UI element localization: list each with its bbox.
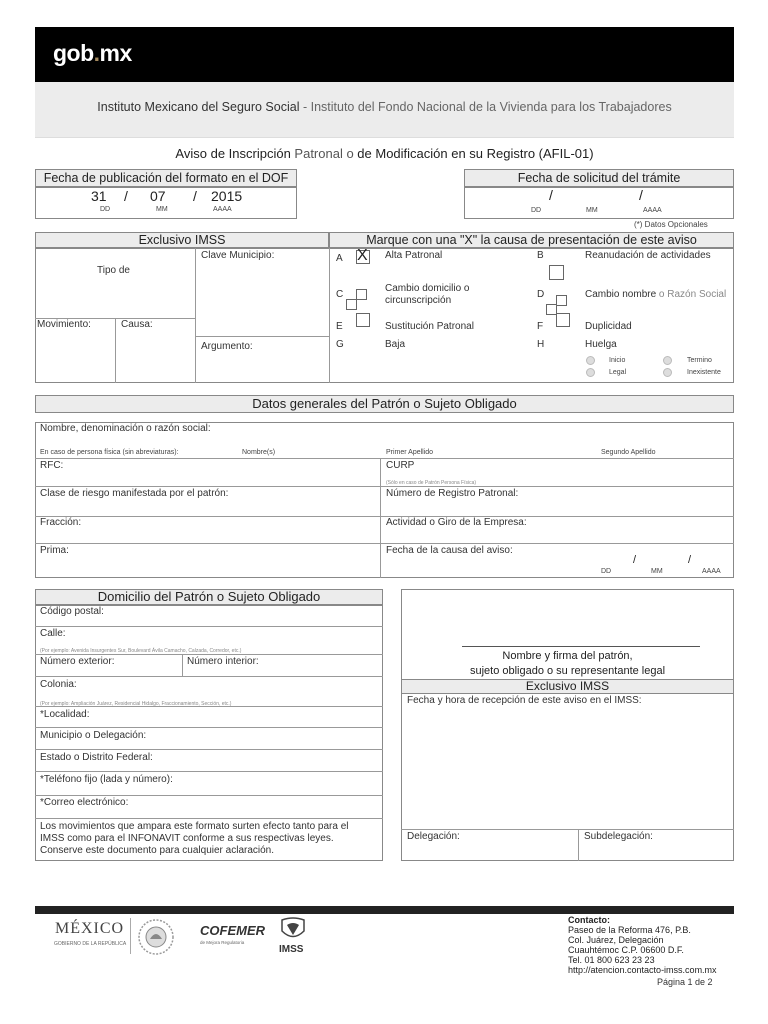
- x-mark: X: [357, 247, 368, 264]
- cause-f-checkbox[interactable]: [556, 313, 570, 327]
- gobmx-logo[interactable]: gob.mx: [53, 40, 132, 66]
- cause-d-letter: D: [537, 289, 545, 300]
- pub-mm-label: MM: [156, 206, 168, 213]
- contact-url[interactable]: http://atencion.contacto-imss.com.mx: [568, 965, 717, 975]
- calle-note: (Por ejemplo: Avenida Insurgentes Sur, Boulevard Ávila Camacho, Calzada, Corredor, etc.): [40, 648, 242, 654]
- pub-day: 31: [91, 188, 107, 204]
- segundo-apellido-label: Segundo Apellido: [601, 449, 656, 456]
- divider: [578, 829, 579, 861]
- cofemer-logo: COFEMER: [200, 923, 265, 938]
- address-header: Domicilio del Patrón o Sujeto Obligado: [35, 589, 383, 605]
- cause-a-label: Alta Patronal: [385, 250, 443, 261]
- page-number: Página 1 de 2: [657, 977, 713, 987]
- subdelegacion-label: Subdelegación:: [584, 831, 653, 842]
- pub-sep-2: /: [193, 188, 197, 204]
- pub-date-box: [35, 187, 297, 219]
- calle-label: Calle:: [40, 628, 66, 639]
- cause-a-checkbox[interactable]: [356, 247, 370, 264]
- divider: [35, 654, 383, 655]
- estado-label: Estado o Distrito Federal:: [40, 752, 153, 763]
- imss-logo: IMSS: [279, 944, 304, 955]
- divider: [35, 727, 383, 728]
- divider: [35, 626, 383, 627]
- cause-g-letter: G: [336, 339, 344, 350]
- huelga-termino-label: Termino: [687, 357, 712, 364]
- contact-phone[interactable]: Tel. 01 800 623 23 23: [568, 955, 655, 965]
- cause-c-checkbox-1[interactable]: [356, 289, 367, 300]
- fraccion-label: Fracción:: [40, 517, 82, 528]
- cause-a-letter: A: [336, 253, 343, 264]
- divider: [195, 248, 196, 383]
- req-dd-label: DD: [531, 207, 542, 214]
- divider: [35, 676, 383, 677]
- contact-address-3: Cuauhtémoc C.P. 06600 D.F.: [568, 945, 684, 955]
- infonavit-name: Instituto del Fondo Nacional de la Vivienda para los Trabajadores: [310, 100, 672, 114]
- fecha-causa-dd: DD: [601, 568, 612, 575]
- nombre-label: Nombre, denominación o razón social:: [40, 423, 211, 434]
- fecha-hora-label: Fecha y hora de recepción de este aviso en el IMSS:: [407, 695, 642, 706]
- tipo-de-label: Tipo de: [97, 265, 130, 276]
- fecha-causa-aaaa: AAAA: [702, 568, 721, 575]
- divider: [115, 318, 116, 383]
- req-aaaa-label: AAAA: [643, 207, 662, 214]
- huelga-inexistente-label: Inexistente: [687, 369, 721, 376]
- cause-d-checkbox-1[interactable]: [556, 295, 567, 306]
- movimiento-label: Movimiento:: [37, 319, 91, 330]
- imss-eagle-icon: [278, 917, 308, 943]
- divider: [35, 458, 734, 459]
- general-data-header: Datos generales del Patrón o Sujeto Obligado: [35, 395, 734, 413]
- primer-apellido-label: Primer Apellido: [386, 449, 434, 456]
- footer-strip: [35, 906, 734, 914]
- delegacion-label: Delegación:: [407, 831, 460, 842]
- request-date-box[interactable]: [464, 187, 734, 219]
- huelga-legal-label: Legal: [609, 369, 627, 376]
- correo-label: *Correo electrónico:: [40, 797, 129, 808]
- riesgo-label: Clase de riesgo manifestada por el patrón:: [40, 488, 229, 499]
- gobierno-label: GOBIERNO DE LA REPÚBLICA: [54, 941, 127, 947]
- req-sep-2: /: [639, 187, 643, 203]
- cause-e-checkbox[interactable]: [356, 313, 370, 327]
- causa-label: Causa:: [121, 319, 153, 330]
- signature-line[interactable]: [462, 646, 700, 647]
- divider: [35, 818, 383, 819]
- cause-e-letter: E: [336, 321, 343, 332]
- signature-box: [401, 589, 734, 861]
- num-int-label: Número interior:: [187, 656, 259, 667]
- causes-header: Marque con una "X" la causa de presentación de este aviso: [329, 232, 734, 248]
- actividad-label: Actividad o Giro de la Empresa:: [386, 517, 527, 528]
- fecha-causa-sep-2: /: [688, 554, 692, 566]
- pub-year: 2015: [211, 188, 243, 204]
- clave-municipio-label: Clave Municipio:: [201, 250, 275, 261]
- divider: [380, 458, 381, 578]
- signature-exclusive-header: Exclusivo IMSS: [401, 679, 734, 694]
- curp-note: (Sólo en caso de Patrón Persona Física): [386, 480, 477, 486]
- divider: [35, 486, 734, 487]
- divider: [329, 248, 330, 383]
- pub-dd-label: DD: [100, 206, 111, 213]
- contact-address-2: Col. Juárez, Delegación: [568, 935, 664, 945]
- national-seal-icon: [136, 917, 176, 957]
- contact-address-1: Paseo de la Reforma 476, P.B.: [568, 925, 691, 935]
- cause-d-label: Cambio nombre o Razón Social: [585, 289, 727, 300]
- huelga-termino-radio[interactable]: [663, 356, 672, 365]
- curp-label: CURP: [386, 460, 415, 471]
- cause-b-checkbox[interactable]: [549, 265, 564, 280]
- divider: [195, 336, 329, 337]
- cause-f-letter: F: [537, 321, 544, 332]
- divider: [401, 829, 734, 830]
- imss-name: Instituto Mexicano del Seguro Social: [97, 100, 300, 114]
- huelga-inexistente-radio[interactable]: [663, 368, 672, 377]
- localidad-label: *Localidad:: [40, 709, 90, 720]
- req-sep-1: /: [549, 187, 553, 203]
- header-bar: [35, 27, 734, 82]
- cause-b-letter: B: [537, 250, 544, 261]
- req-mm-label: MM: [586, 207, 598, 214]
- huelga-inicio-label: Inicio: [609, 357, 626, 364]
- fecha-causa-sep-1: /: [633, 554, 637, 566]
- cause-b-label: Reanudación de actividades: [585, 250, 711, 261]
- cofemer-subtitle: de Mejora Regulatoria: [200, 940, 245, 945]
- general-data-box: [35, 422, 734, 578]
- cp-label: Código postal:: [40, 606, 104, 617]
- contact-block: [568, 915, 717, 975]
- signature-caption-1: Nombre y firma del patrón,: [502, 650, 633, 662]
- form-title: Aviso de Inscripción Patronal o de Modificación en su Registro (AFIL-01): [175, 146, 594, 161]
- request-date-header: Fecha de solicitud del trámite: [464, 169, 734, 187]
- rfc-label: RFC:: [40, 460, 64, 471]
- optional-note: (*) Datos Opcionales: [634, 220, 708, 229]
- divider: [130, 918, 131, 954]
- divider: [35, 516, 734, 517]
- legal-note: Los movimientos que ampara este formato surten efecto tanto para el IMSS como para el INFONAVIT conforme a sus respectivas leyes. Conserve este documento para cualquier aclaración.: [40, 821, 349, 856]
- divider: [35, 795, 383, 796]
- fecha-causa-mm: MM: [651, 568, 663, 575]
- colonia-label: Colonia:: [40, 679, 77, 690]
- prima-label: Prima:: [40, 545, 69, 556]
- divider: [35, 706, 383, 707]
- registro-patronal-label: Número de Registro Patronal:: [386, 488, 519, 499]
- huelga-inicio-radio[interactable]: [586, 356, 595, 365]
- exclusive-causes-box: [35, 248, 734, 383]
- institution-names: Instituto Mexicano del Seguro Social - Instituto del Fondo Nacional de la Vivienda para los Trabajadores: [97, 100, 672, 114]
- divider: [35, 749, 383, 750]
- fecha-causa-label: Fecha de la causa del aviso:: [386, 545, 513, 556]
- pub-date-header: Fecha de publicación del formato en el DOF: [35, 169, 297, 187]
- cause-c-checkbox-2[interactable]: [346, 299, 357, 310]
- cause-g-label: Baja: [385, 339, 406, 350]
- municipio-label: Municipio o Delegación:: [40, 730, 147, 741]
- huelga-legal-radio[interactable]: [586, 368, 595, 377]
- num-ext-label: Número exterior:: [40, 656, 115, 667]
- pub-month: 07: [150, 188, 166, 204]
- cause-e-label: Sustitución Patronal: [385, 321, 474, 332]
- signature-caption-2: sujeto obligado o su representante legal: [469, 665, 666, 677]
- pub-sep-1: /: [124, 188, 128, 204]
- cause-h-label: Huelga: [585, 339, 617, 350]
- colonia-note: (Por ejemplo: Ampliación Juárez, Residencial Hidalgo, Fraccionamiento, Sección, etc.): [40, 701, 232, 707]
- exclusive-imss-header: Exclusivo IMSS: [35, 232, 329, 248]
- cause-c-label: Cambio domicilio o circunscripción: [385, 283, 470, 306]
- mexico-logo: MÉXICO: [55, 920, 125, 937]
- cause-f-label: Duplicidad: [585, 321, 632, 332]
- divider: [35, 771, 383, 772]
- argumento-label: Argumento:: [201, 341, 253, 352]
- pf-note: En caso de persona física (sin abreviaturas):: [40, 449, 179, 456]
- cause-h-letter: H: [537, 339, 545, 350]
- pub-aaaa-label: AAAA: [213, 206, 232, 213]
- cause-c-letter: C: [336, 289, 344, 300]
- telefono-label: *Teléfono fijo (lada y número):: [40, 774, 173, 785]
- nombres-label: Nombre(s): [242, 449, 276, 456]
- divider: [182, 654, 183, 676]
- contact-title: Contacto:: [568, 915, 610, 925]
- divider: [35, 543, 734, 544]
